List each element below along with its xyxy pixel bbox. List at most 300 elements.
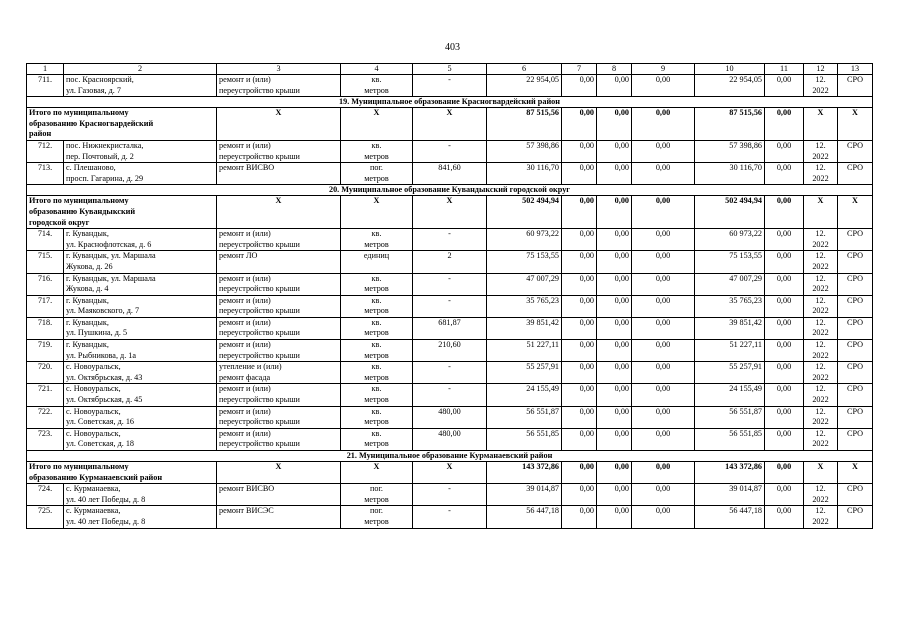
- deadline-cell: [804, 273, 838, 295]
- deadline-cell-line: 2022: [812, 372, 829, 382]
- deadline-cell: [804, 317, 838, 339]
- deadline-cell-line: 12.: [815, 140, 826, 150]
- contractor-cell: СРО: [838, 163, 873, 185]
- section-title: 21. Муниципальное образование Курманаевский район: [27, 451, 873, 462]
- deadline-cell-line: 2022: [812, 395, 829, 405]
- cost-cell: 39 851,42: [695, 317, 765, 339]
- quantity-cell: -: [413, 484, 487, 506]
- work-type-cell: [217, 484, 341, 506]
- work-type-cell-line: ремонт ВИСВО: [219, 484, 275, 494]
- quantity-cell: 480,00: [413, 406, 487, 428]
- deadline-cell-line: 12.: [815, 406, 826, 416]
- address-cell-line: ул. 40 лет Победы, д. 8: [66, 516, 146, 526]
- value-cell: 0,00: [562, 273, 597, 295]
- value-cell: 0,00: [765, 484, 804, 506]
- value-cell: 0,00: [562, 75, 597, 97]
- deadline-cell: [804, 229, 838, 251]
- address-cell-line: просп. Гагарина, д. 29: [66, 173, 144, 183]
- quantity-cell: -: [413, 362, 487, 384]
- contractor-cell: СРО: [838, 406, 873, 428]
- cost-cell: 30 116,70: [695, 163, 765, 185]
- subtotal-value: 0,00: [597, 462, 632, 484]
- deadline-cell-line: 12.: [815, 428, 826, 438]
- value-cell: 0,00: [765, 163, 804, 185]
- table-row: [27, 384, 873, 406]
- value-cell: 0,00: [562, 506, 597, 528]
- value-cell: 0,00: [597, 295, 632, 317]
- unit-cell-line: метров: [364, 439, 389, 449]
- address-cell-line: пер. Почтовый, д. 2: [66, 151, 134, 161]
- contractor-cell: СРО: [838, 140, 873, 162]
- row-number: 723.: [27, 428, 64, 450]
- col-header: 5: [413, 64, 487, 75]
- address-cell: [64, 484, 217, 506]
- deadline-cell: [804, 484, 838, 506]
- address-cell-line: с. Новоуральск,: [66, 428, 121, 438]
- table-row: [27, 273, 873, 295]
- unit-cell-line: метров: [364, 350, 389, 360]
- work-type-cell: [217, 384, 341, 406]
- unit-cell-line: кв.: [371, 428, 382, 438]
- cost-cell: 60 973,22: [695, 229, 765, 251]
- address-cell: [64, 229, 217, 251]
- address-cell-line: с. Курманаевка,: [66, 506, 121, 516]
- row-number: 721.: [27, 384, 64, 406]
- work-type-cell-line: переустройство крыши: [219, 284, 300, 294]
- cost-cell: 56 551,87: [487, 406, 562, 428]
- x-mark: X: [413, 462, 487, 484]
- address-cell: [64, 384, 217, 406]
- quantity-cell: 2: [413, 251, 487, 273]
- value-cell: 0,00: [597, 506, 632, 528]
- value-cell: 0,00: [632, 406, 695, 428]
- work-type-cell-line: ремонт ЛО: [219, 251, 258, 261]
- value-cell: 0,00: [562, 295, 597, 317]
- value-cell: 0,00: [632, 317, 695, 339]
- address-cell-line: г. Кувандык,: [66, 317, 109, 327]
- value-cell: 0,00: [765, 251, 804, 273]
- value-cell: 0,00: [562, 340, 597, 362]
- work-type-cell-line: ремонт и (или): [219, 75, 271, 84]
- cost-cell: 56 551,85: [487, 428, 562, 450]
- work-type-cell-line: ремонт и (или): [219, 140, 271, 150]
- deadline-cell-line: 2022: [812, 261, 829, 271]
- contractor-cell: СРО: [838, 317, 873, 339]
- x-mark: X: [341, 108, 413, 141]
- work-type-cell-line: переустройство крыши: [219, 350, 300, 360]
- subtotal-value: 0,00: [765, 108, 804, 141]
- deadline-cell-line: 12.: [815, 295, 826, 305]
- quantity-cell: 210,60: [413, 340, 487, 362]
- address-cell-line: ул. Маяковского, д. 7: [66, 306, 140, 316]
- col-header: 12: [804, 64, 838, 75]
- row-number: 718.: [27, 317, 64, 339]
- row-number: 711.: [27, 75, 64, 97]
- deadline-cell: [804, 362, 838, 384]
- deadline-cell-line: 12.: [815, 273, 826, 283]
- x-mark: X: [838, 108, 873, 141]
- value-cell: 0,00: [562, 384, 597, 406]
- cost-cell: 22 954,05: [695, 75, 765, 97]
- contractor-cell: СРО: [838, 340, 873, 362]
- unit-cell: [341, 140, 413, 162]
- work-type-cell-line: ремонт и (или): [219, 340, 271, 350]
- subtotal-cost: 87 515,56: [695, 108, 765, 141]
- value-cell: 0,00: [765, 273, 804, 295]
- x-mark: X: [217, 196, 341, 229]
- unit-cell-line: метров: [364, 395, 389, 405]
- table-body: [27, 64, 873, 529]
- value-cell: 0,00: [562, 428, 597, 450]
- address-cell-line: г. Кувандык, ул. Маршала: [66, 251, 156, 261]
- work-type-cell: [217, 295, 341, 317]
- work-type-cell-line: ремонт и (или): [219, 384, 271, 394]
- work-type-cell: [217, 273, 341, 295]
- value-cell: 0,00: [632, 75, 695, 97]
- unit-cell: [341, 273, 413, 295]
- section-title: 20. Муниципальное образование Кувандыкский городской округ: [27, 185, 873, 196]
- unit-cell-line: метров: [364, 239, 389, 249]
- table-row: [27, 506, 873, 528]
- table-row: [27, 317, 873, 339]
- unit-cell-line: кв.: [371, 140, 382, 150]
- value-cell: 0,00: [562, 406, 597, 428]
- subtotal-value: 0,00: [632, 462, 695, 484]
- address-cell-line: с. Плешаново,: [66, 163, 116, 173]
- work-type-cell-line: ремонт и (или): [219, 406, 271, 416]
- quantity-cell: -: [413, 384, 487, 406]
- row-number: 720.: [27, 362, 64, 384]
- value-cell: 0,00: [597, 362, 632, 384]
- address-cell-line: ул. Газовая, д. 7: [66, 85, 121, 95]
- address-cell: [64, 163, 217, 185]
- cost-cell: 39 014,87: [487, 484, 562, 506]
- cost-cell: 56 551,85: [695, 428, 765, 450]
- work-type-cell-line: утепление и (или): [219, 362, 282, 372]
- deadline-cell-line: 12.: [815, 506, 826, 516]
- deadline-cell: [804, 163, 838, 185]
- address-cell-line: с. Новоуральск,: [66, 406, 121, 416]
- quantity-cell: 681,87: [413, 317, 487, 339]
- address-cell-line: г. Кувандык, ул. Маршала: [66, 273, 156, 283]
- address-cell: [64, 295, 217, 317]
- subtotal-value: 0,00: [765, 462, 804, 484]
- value-cell: 0,00: [765, 317, 804, 339]
- deadline-cell-line: 12.: [815, 317, 826, 327]
- table-row: [27, 428, 873, 450]
- unit-cell-line: метров: [364, 284, 389, 294]
- page-number: 403: [445, 42, 460, 53]
- contractor-cell: СРО: [838, 75, 873, 97]
- unit-cell-line: метров: [364, 328, 389, 338]
- deadline-cell-line: 12.: [815, 362, 826, 372]
- subtotal-label-line: Итого по муниципальному: [29, 462, 129, 471]
- unit-cell-line: кв.: [371, 362, 382, 372]
- quantity-cell: -: [413, 295, 487, 317]
- unit-cell-line: пог.: [370, 163, 383, 173]
- value-cell: 0,00: [597, 340, 632, 362]
- work-type-cell-line: ремонт фасада: [219, 372, 271, 382]
- deadline-cell-line: 12.: [815, 384, 826, 394]
- unit-cell: [341, 406, 413, 428]
- contractor-cell: СРО: [838, 295, 873, 317]
- cost-cell: 56 447,18: [695, 506, 765, 528]
- deadline-cell: [804, 428, 838, 450]
- col-header: 7: [562, 64, 597, 75]
- work-type-cell-line: ремонт и (или): [219, 273, 271, 283]
- subtotal-label-line: образованию Курманаевский район: [29, 472, 163, 482]
- col-header: 2: [64, 64, 217, 75]
- value-cell: 0,00: [597, 140, 632, 162]
- work-type-cell: [217, 406, 341, 428]
- deadline-cell-line: 2022: [812, 306, 829, 316]
- col-header: 8: [597, 64, 632, 75]
- cost-cell: 56 551,87: [695, 406, 765, 428]
- address-cell: [64, 317, 217, 339]
- unit-cell-line: кв.: [371, 229, 382, 239]
- value-cell: 0,00: [765, 75, 804, 97]
- work-type-cell: [217, 506, 341, 528]
- address-cell-line: с. Курманаевка,: [66, 484, 121, 494]
- work-type-cell: [217, 140, 341, 162]
- cost-cell: 57 398,86: [695, 140, 765, 162]
- cost-cell: 55 257,91: [487, 362, 562, 384]
- value-cell: 0,00: [765, 406, 804, 428]
- value-cell: 0,00: [632, 140, 695, 162]
- deadline-cell: [804, 506, 838, 528]
- unit-cell-line: кв.: [371, 273, 382, 283]
- value-cell: 0,00: [632, 273, 695, 295]
- deadline-cell-line: 2022: [812, 239, 829, 249]
- deadline-cell: [804, 251, 838, 273]
- unit-cell: [341, 362, 413, 384]
- contractor-cell: СРО: [838, 428, 873, 450]
- subtotal-label-line: Итого по муниципальному: [29, 108, 129, 118]
- deadline-cell-line: 12.: [815, 163, 826, 173]
- work-type-cell-line: переустройство крыши: [219, 85, 300, 95]
- x-mark: X: [838, 196, 873, 229]
- subtotal-label: [27, 462, 217, 484]
- value-cell: 0,00: [597, 251, 632, 273]
- work-type-cell-line: переустройство крыши: [219, 439, 300, 449]
- table-row: [27, 406, 873, 428]
- row-number: 719.: [27, 340, 64, 362]
- subtotal-row: [27, 108, 873, 141]
- unit-cell-line: метров: [364, 306, 389, 316]
- deadline-cell-line: 2022: [812, 350, 829, 360]
- unit-cell-line: метров: [364, 372, 389, 382]
- table-row: [27, 295, 873, 317]
- work-type-cell: [217, 317, 341, 339]
- value-cell: 0,00: [562, 229, 597, 251]
- subtotal-value: 0,00: [632, 196, 695, 229]
- deadline-cell-line: 12.: [815, 75, 826, 84]
- unit-cell-line: кв.: [371, 317, 382, 327]
- contractor-cell: СРО: [838, 273, 873, 295]
- section-heading-row: [27, 185, 873, 196]
- table-row: [27, 484, 873, 506]
- cost-cell: 24 155,49: [487, 384, 562, 406]
- subtotal-label-line: образованию Красногвардейский: [29, 118, 154, 128]
- deadline-cell-line: 12.: [815, 229, 826, 239]
- work-type-cell: [217, 340, 341, 362]
- unit-cell-line: метров: [364, 494, 389, 504]
- table-row: [27, 340, 873, 362]
- cost-cell: 35 765,23: [695, 295, 765, 317]
- value-cell: 0,00: [632, 229, 695, 251]
- deadline-cell-line: 12.: [815, 484, 826, 494]
- unit-cell-line: кв.: [371, 295, 382, 305]
- table-row: [27, 163, 873, 185]
- work-type-cell-line: переустройство крыши: [219, 417, 300, 427]
- address-cell: [64, 273, 217, 295]
- subtotal-cost: 502 494,94: [487, 196, 562, 229]
- col-header: 4: [341, 64, 413, 75]
- value-cell: 0,00: [597, 317, 632, 339]
- unit-cell: [341, 163, 413, 185]
- unit-cell-line: метров: [364, 85, 389, 95]
- value-cell: 0,00: [632, 362, 695, 384]
- unit-cell: [341, 317, 413, 339]
- subtotal-value: 0,00: [597, 196, 632, 229]
- work-type-cell-line: переустройство крыши: [219, 239, 300, 249]
- address-cell-line: пос. Нижнекристалка,: [66, 140, 144, 150]
- subtotal-label-line: городской округ: [29, 217, 90, 227]
- row-number: 713.: [27, 163, 64, 185]
- deadline-cell-line: 2022: [812, 417, 829, 427]
- address-cell-line: Жукова, д. 4: [66, 284, 109, 294]
- contractor-cell: СРО: [838, 229, 873, 251]
- address-cell: [64, 362, 217, 384]
- value-cell: 0,00: [765, 506, 804, 528]
- work-type-cell-line: ремонт ВИСВО: [219, 163, 275, 173]
- value-cell: 0,00: [765, 428, 804, 450]
- cost-cell: 39 851,42: [487, 317, 562, 339]
- row-number: 716.: [27, 273, 64, 295]
- quantity-cell: -: [413, 506, 487, 528]
- table-row: [27, 251, 873, 273]
- address-cell: [64, 340, 217, 362]
- cost-cell: 55 257,91: [695, 362, 765, 384]
- deadline-cell: [804, 75, 838, 97]
- value-cell: 0,00: [632, 295, 695, 317]
- table-row: [27, 75, 873, 97]
- cost-cell: 22 954,05: [487, 75, 562, 97]
- subtotal-cost: 87 515,56: [487, 108, 562, 141]
- value-cell: 0,00: [562, 484, 597, 506]
- x-mark: X: [217, 108, 341, 141]
- subtotal-cost: 143 372,86: [487, 462, 562, 484]
- address-cell: [64, 75, 217, 97]
- subtotal-value: 0,00: [562, 462, 597, 484]
- address-cell-line: с. Новоуральск,: [66, 384, 121, 394]
- quantity-cell: -: [413, 75, 487, 97]
- value-cell: 0,00: [632, 484, 695, 506]
- address-cell: [64, 506, 217, 528]
- x-mark: X: [838, 462, 873, 484]
- x-mark: X: [804, 462, 838, 484]
- deadline-cell-line: 2022: [812, 439, 829, 449]
- address-cell-line: с. Новоуральск,: [66, 362, 121, 372]
- x-mark: X: [341, 196, 413, 229]
- row-number: 714.: [27, 229, 64, 251]
- deadline-cell-line: 12.: [815, 251, 826, 261]
- subtotal-value: 0,00: [632, 108, 695, 141]
- table-row: [27, 362, 873, 384]
- column-number-row: [27, 64, 873, 75]
- value-cell: 0,00: [597, 75, 632, 97]
- x-mark: X: [413, 196, 487, 229]
- cost-cell: 57 398,86: [487, 140, 562, 162]
- deadline-cell: [804, 384, 838, 406]
- address-cell: [64, 251, 217, 273]
- table-row: [27, 140, 873, 162]
- x-mark: X: [341, 462, 413, 484]
- unit-cell-line: метров: [364, 173, 389, 183]
- col-header: 11: [765, 64, 804, 75]
- subtotal-label-line: Итого по муниципальному: [29, 196, 129, 206]
- row-number: 715.: [27, 251, 64, 273]
- work-type-cell-line: ремонт и (или): [219, 317, 271, 327]
- contractor-cell: СРО: [838, 484, 873, 506]
- subtotal-cost: 502 494,94: [695, 196, 765, 229]
- value-cell: 0,00: [597, 406, 632, 428]
- table-row: [27, 229, 873, 251]
- subtotal-value: 0,00: [562, 196, 597, 229]
- subtotal-label-line: образованию Кувандыкский: [29, 206, 136, 216]
- address-cell-line: г. Кувандык,: [66, 229, 109, 239]
- work-type-cell: [217, 251, 341, 273]
- address-cell-line: ул. Советская, д. 18: [66, 439, 135, 449]
- subtotal-label-line: район: [29, 129, 52, 139]
- value-cell: 0,00: [562, 251, 597, 273]
- value-cell: 0,00: [597, 163, 632, 185]
- value-cell: 0,00: [562, 140, 597, 162]
- subtotal-label: [27, 196, 217, 229]
- work-type-cell-line: ремонт ВИСЭС: [219, 506, 274, 516]
- deadline-cell-line: 12.: [815, 340, 826, 350]
- address-cell-line: Жукова, д. 26: [66, 261, 113, 271]
- value-cell: 0,00: [632, 340, 695, 362]
- contractor-cell: СРО: [838, 362, 873, 384]
- address-cell-line: ул. Пушкина, д. 5: [66, 328, 128, 338]
- subtotal-value: 0,00: [562, 108, 597, 141]
- row-number: 722.: [27, 406, 64, 428]
- col-header: 9: [632, 64, 695, 75]
- work-type-cell-line: переустройство крыши: [219, 328, 300, 338]
- unit-cell-line: кв.: [371, 75, 382, 84]
- section-heading-row: [27, 97, 873, 108]
- value-cell: 0,00: [632, 251, 695, 273]
- unit-cell-line: пог.: [370, 506, 383, 516]
- value-cell: 0,00: [562, 163, 597, 185]
- cost-cell: 35 765,23: [487, 295, 562, 317]
- contractor-cell: СРО: [838, 251, 873, 273]
- address-cell: [64, 140, 217, 162]
- work-type-cell-line: переустройство крыши: [219, 395, 300, 405]
- value-cell: 0,00: [765, 384, 804, 406]
- value-cell: 0,00: [597, 229, 632, 251]
- subtotal-cost: 143 372,86: [695, 462, 765, 484]
- deadline-cell: [804, 340, 838, 362]
- cost-cell: 51 227,11: [695, 340, 765, 362]
- unit-cell-line: метров: [364, 516, 389, 526]
- work-type-cell: [217, 428, 341, 450]
- quantity-cell: -: [413, 140, 487, 162]
- unit-cell-line: кв.: [371, 406, 382, 416]
- cost-cell: 39 014,87: [695, 484, 765, 506]
- col-header: 1: [27, 64, 64, 75]
